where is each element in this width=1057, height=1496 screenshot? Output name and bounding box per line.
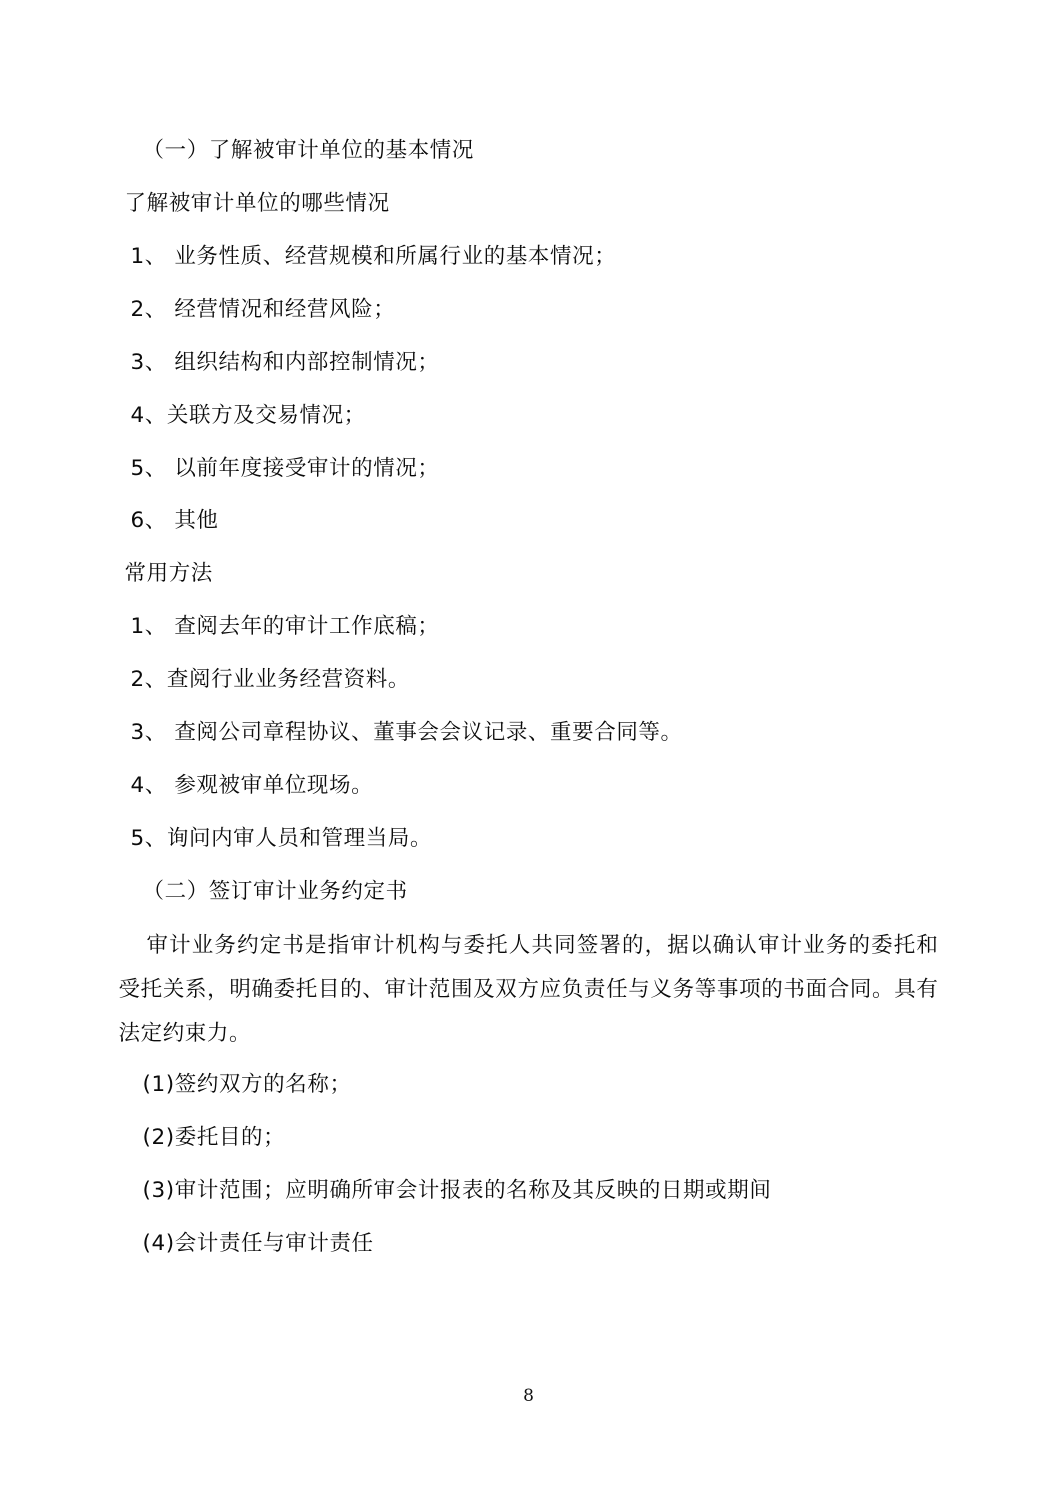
list-item-3-3: (3)审计范围；应明确所审会计报表的名称及其反映的日期或期间: [142, 1177, 772, 1203]
list-item-1-6: 6、 其他: [130, 508, 219, 534]
heading-section-one: （一）了解被审计单位的基本情况: [142, 138, 475, 163]
list-item-3-4: (4)会计责任与审计责任: [142, 1230, 374, 1256]
list-item-1-4: 4、关联方及交易情况；: [130, 402, 366, 428]
subheading-common-methods: 常用方法: [124, 561, 213, 587]
list-item-2-3: 3、 查阅公司章程协议、董事会会议记录、重要合同等。: [130, 720, 683, 746]
list-item-2-1: 1、 查阅去年的审计工作底稿；: [130, 614, 440, 640]
body-paragraph-engagement-letter: 审计业务约定书是指审计机构与委托人共同签署的，据以确认审计业务的委托和受托关系，明确委托目的、审计范围及双方应负责任与义务等事项的书面合同。具有法定约束力。: [118, 932, 939, 1046]
page-number: 8: [523, 1386, 534, 1406]
list-item-2-5: 5、询问内审人员和管理当局。: [130, 825, 433, 851]
list-item-1-1: 1、 业务性质、经营规模和所属行业的基本情况；: [130, 243, 617, 269]
list-item-1-2: 2、 经营情况和经营风险；: [130, 296, 396, 322]
document-content: [119, 130, 939, 1265]
list-item-2-4: 4、 参观被审单位现场。: [130, 773, 374, 799]
list-item-1-3: 3、 组织结构和内部控制情况；: [130, 349, 440, 375]
subheading-which-situations: 了解被审计单位的哪些情况: [124, 190, 390, 216]
list-item-3-1: (1)签约双方的名称；: [142, 1072, 352, 1098]
list-item-1-5: 5、 以前年度接受审计的情况；: [130, 455, 440, 481]
list-item-2-2: 2、查阅行业业务经营资料。: [130, 667, 410, 693]
heading-section-two: （二）签订审计业务约定书: [142, 878, 408, 904]
list-item-3-2: (2)委托目的；: [142, 1124, 286, 1150]
